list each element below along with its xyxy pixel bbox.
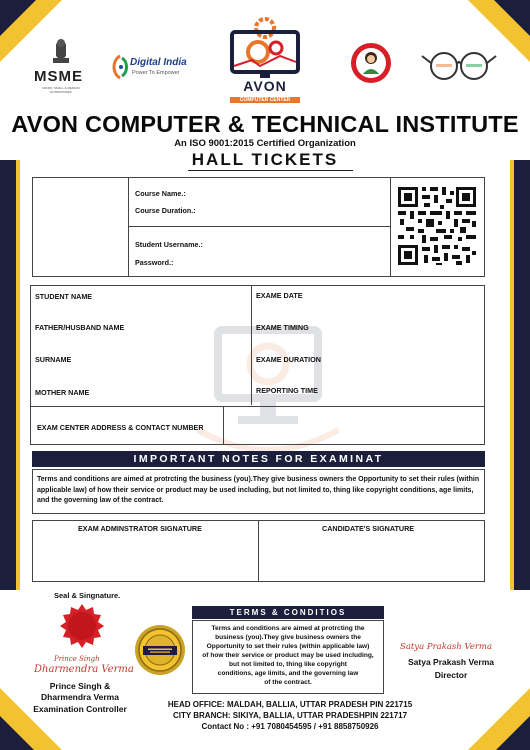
exam-duration-label: EXAME DURATION (256, 355, 321, 364)
contact-numbers: Contact No : +91 7080454595 / +91 8858750926 (201, 722, 379, 731)
head-office-address: HEAD OFFICE: MALDAH, BALLIA, UTTAR PRADESH PIN 221715 (167, 700, 413, 709)
student-name-label: STUDENT NAME (35, 292, 93, 301)
digital-india-logo (112, 54, 197, 84)
mother-name-label: MOTHER NAME (35, 388, 90, 397)
father-husband-name-label: FATHER/HUSBAND NAME (35, 323, 125, 332)
student-details-box (30, 285, 485, 445)
spectacles-icon (420, 48, 500, 84)
digital-india-title: Digital India (130, 57, 187, 68)
terms-line-4: of how their service or product may be used including, (202, 652, 374, 659)
director-name: Satya Prakash Verma (407, 657, 494, 667)
digital-india-tagline: Power To Empower (132, 70, 180, 76)
beti-bachao-logo (350, 42, 392, 84)
course-name-label: Course Name.: (135, 189, 186, 198)
red-seal-icon (60, 604, 104, 648)
exam-date-label: EXAME DATE (256, 291, 303, 300)
candidate-signature-label: CANDIDATE'S SIGNATURE (322, 524, 415, 533)
computer-gear-icon (218, 16, 312, 80)
details-column-divider (251, 285, 252, 405)
exam-timing-label: EXAME TIMING (256, 323, 309, 332)
iso-subtitle: An ISO 9001:2015 Certified Organization (174, 138, 356, 149)
exam-admin-signature-label: EXAM ADMINSTRATOR SIGNATURE (78, 524, 202, 533)
director-signature: Satya Prakash Verma (400, 642, 493, 652)
terms-line-2: business (you).They give business owners the (215, 634, 361, 641)
city-branch-address: CITY BRANCH: SIKIYA, BALLIA, UTTAR PRADESHPIN 221717 (172, 711, 408, 720)
iso-certified-badge-icon (134, 624, 186, 676)
terms-line-6: conditions, age limits, and the governing law (217, 670, 359, 677)
reporting-time-label: REPORTING TIME (256, 386, 318, 395)
course-row-divider (128, 226, 390, 227)
swachh-bharat-logo (420, 48, 500, 84)
signature-divider (258, 520, 259, 582)
msme-wordmark: MSME (34, 68, 83, 85)
digital-india-icon (112, 54, 128, 80)
avon-caption: COMPUTER CENTER (230, 97, 300, 103)
terms-line-3: Opportunity to set their rules (within applicable law) (206, 643, 370, 650)
emblem-icon (50, 38, 72, 66)
photo-box-divider (128, 177, 129, 277)
girl-emblem-icon (350, 42, 392, 84)
controller-role: Examination Controller (33, 704, 127, 714)
director-role: Director (434, 670, 468, 680)
terms-banner: TERMS & CONDITIOS (192, 606, 384, 619)
student-username-label: Student Username.: (135, 240, 203, 249)
password-label: Password.: (135, 258, 174, 267)
document-title: HALL TICKETS (191, 150, 339, 169)
seal-signature-label: Seal & Singnature. (54, 591, 121, 600)
avon-wordmark: AVON (243, 78, 287, 94)
terms-line-5: but not limited to, thing like copyright (229, 661, 347, 668)
terms-line-7: of the contract. (264, 679, 312, 686)
terms-line-1: Terms and conditions are aimed at protrcting the (211, 625, 365, 632)
controller-signature-line2: Dharmendra Verma (34, 664, 134, 675)
details-row-divider (30, 406, 485, 407)
important-notes-banner: IMPORTANT NOTES FOR EXAMINAT (32, 451, 485, 467)
title-underline (188, 170, 353, 171)
msme-caption: MICRO, SMALL & MEDIUM ENTERPRISES (42, 86, 80, 94)
surname-label: SURNAME (35, 355, 72, 364)
avon-logo (218, 16, 312, 108)
exam-center-label: EXAM CENTER ADDRESS & CONTACT NUMBER (37, 423, 204, 432)
controller-name-line1: Prince Singh & (49, 681, 111, 691)
controller-signature-line1: Prince Singh (54, 655, 100, 663)
important-notes-text: Terms and conditions are aimed at protrcting the business (you).They give business owners the Opportunity to set their rules (within applicable law) of how their service or product may be used including, but not limited to, thing like copyright conditions, age limits, and the governing law of the contract. (37, 476, 480, 504)
controller-name-line2: Dharmendra Verma (41, 692, 119, 702)
msme-logo (32, 38, 92, 98)
qr-code-icon (396, 185, 478, 267)
course-duration-label: Course Duration.: (135, 206, 196, 215)
institute-title: AVON COMPUTER & TECHNICAL INSTITUTE (11, 111, 519, 137)
center-address-divider (223, 406, 224, 445)
qr-box-divider (390, 177, 391, 277)
